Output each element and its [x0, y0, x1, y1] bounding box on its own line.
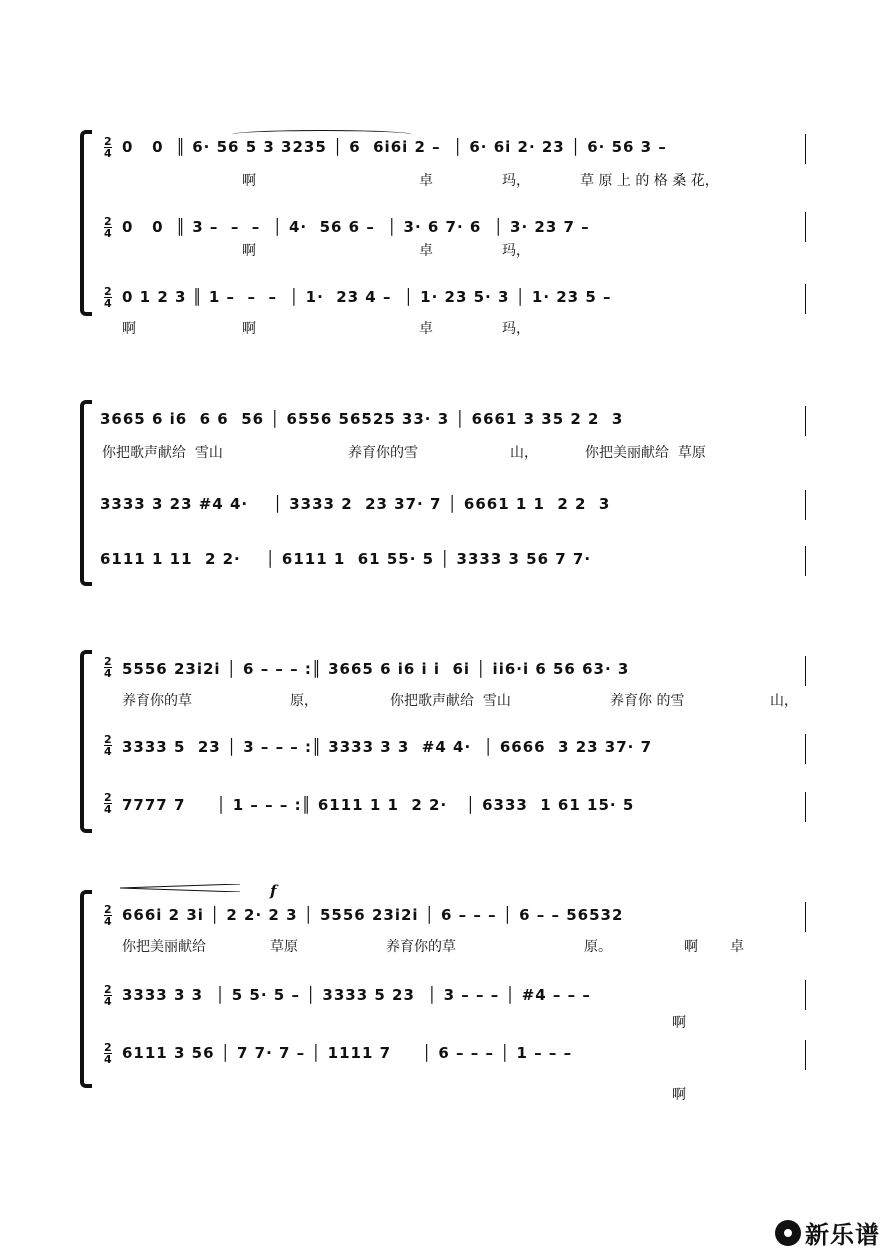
system-1 — [80, 130, 810, 337]
logo-text: 新乐谱 — [805, 1221, 880, 1249]
voice-bass — [122, 796, 810, 844]
system-brace — [80, 400, 92, 586]
lyric: 啊 — [672, 1015, 686, 1031]
system-brace — [80, 650, 92, 833]
end-barline — [805, 490, 806, 520]
system-4 — [80, 882, 810, 1103]
system-2 — [80, 400, 810, 580]
end-barline — [805, 734, 806, 764]
dynamic-forte: f — [270, 882, 277, 900]
system-3 — [80, 650, 810, 830]
lyric: 啊 — [242, 173, 256, 189]
lyric: 草 原 上 的 格 桑 花， — [580, 173, 719, 189]
notes: 3665 6 i6 6 6 56 │ 6556 56525 33· 3 │ 6661 3 35 2 2 3 — [100, 410, 624, 428]
lyric: 啊 — [242, 243, 256, 259]
lyric: 啊 — [684, 939, 698, 955]
end-barline — [805, 406, 806, 436]
voice-alto — [122, 738, 810, 786]
lyric: 卓 — [419, 243, 433, 259]
lyric: 卓 — [419, 173, 433, 189]
end-barline — [805, 284, 806, 314]
lyric: 啊 — [242, 321, 256, 337]
voice-soprano — [122, 906, 810, 954]
notes: 7777 7 │ 1 – – – :║ 6111 1 1 2 2· │ 6333 1 61 15· 5 — [122, 796, 635, 814]
lyric: 玛， — [502, 243, 530, 259]
lyric: 玛， — [502, 321, 530, 337]
end-barline — [805, 134, 806, 164]
end-barline — [805, 546, 806, 576]
notes: 0 0 ║ 3 – – – │ 4· 56 6 – │ 3· 6 7· 6 │ 3· 23 7 – — [122, 218, 590, 236]
record-icon — [775, 1220, 801, 1246]
voice-soprano — [122, 138, 810, 189]
notes: 6111 1 11 2 2· │ 6111 1 61 55· 5 │ 3333 3 56 7 7· — [100, 550, 592, 568]
slur — [232, 130, 412, 139]
end-barline — [805, 902, 806, 932]
lyric: 玛， — [502, 173, 530, 189]
time-signature: 2 4 — [104, 135, 112, 160]
lyric: 养育你的雪 — [348, 445, 418, 461]
crescendo-hairpin — [120, 884, 240, 892]
notes: 3333 3 23 #4 4· │ 3333 2 23 37· 7 │ 6661 1 1 2 2 3 — [100, 495, 611, 513]
site-logo — [775, 1215, 880, 1250]
system-brace — [80, 890, 92, 1088]
time-signature: 2 4 — [104, 791, 112, 816]
lyric: 你把歌声献给 雪山 — [102, 445, 223, 461]
lyric: 啊 — [672, 1087, 686, 1103]
voice-soprano — [122, 660, 810, 708]
time-signature: 2 4 — [104, 285, 112, 310]
time-signature: 2 4 — [104, 655, 112, 680]
lyric: 你把美丽献给 — [122, 939, 206, 955]
notes: 3333 3 3 │ 5 5· 5 – │ 3333 5 23 │ 3 – – – │ #4 – – – — [122, 986, 591, 1004]
time-signature: 2 4 — [104, 1041, 112, 1066]
time-signature: 2 4 — [104, 983, 112, 1008]
lyric: 养育你的草 — [122, 693, 192, 709]
notes: 6111 3 56 │ 7 7· 7 – │ 1111 7 │ 6 – – – │ 1 – – – — [122, 1044, 573, 1062]
lyric: 卓 — [730, 939, 744, 955]
lyric: 你把美丽献给 草原 — [585, 445, 706, 461]
end-barline — [805, 212, 806, 242]
end-barline — [805, 980, 806, 1010]
lyric: 山， — [510, 445, 538, 461]
notes: 666i 2 3i │ 2 2· 2 3 │ 5556 23i2i │ 6 – – – │ 6 – – 56532 — [122, 906, 624, 924]
notes: 3333 5 23 │ 3 – – – :║ 3333 3 3 #4 4· │ 6666 3 23 37· 7 — [122, 738, 653, 756]
lyric: 草原 — [270, 939, 298, 955]
voice-soprano — [100, 410, 810, 461]
notes: 0 0 ║ 6· 56 5 3 3235 │ 6 6i6i 2 – │ 6· 6i 2· 23 │ 6· 56 3 – — [122, 138, 667, 156]
lyric: 养育你 的雪 — [610, 693, 685, 709]
end-barline — [805, 792, 806, 822]
system-brace — [80, 130, 92, 316]
voice-alto — [100, 495, 810, 543]
time-signature: 2 4 — [104, 903, 112, 928]
voice-alto — [122, 986, 810, 1034]
lyric: 啊 — [122, 321, 136, 337]
lyric: 养育你的草 — [386, 939, 456, 955]
lyric: 山， — [770, 693, 798, 709]
end-barline — [805, 656, 806, 686]
voice-bass — [122, 1044, 810, 1103]
lyric: 你把歌声献给 雪山 — [390, 693, 511, 709]
time-signature: 2 4 — [104, 733, 112, 758]
notes: 0 1 2 3 ║ 1 – – – │ 1· 23 4 – │ 1· 23 5· 3 │ 1· 23 5 – — [122, 288, 612, 306]
voice-bass — [100, 550, 810, 598]
voice-alto — [122, 218, 810, 266]
time-signature: 2 4 — [104, 215, 112, 240]
lyric: 原， — [290, 693, 318, 709]
notes: 5556 23i2i │ 6 – – – :║ 3665 6 i6 i i 6i │ ii6·i 6 56 63· 3 — [122, 660, 630, 678]
end-barline — [805, 1040, 806, 1070]
lyric: 卓 — [419, 321, 433, 337]
voice-bass — [122, 288, 810, 336]
lyric: 原。 — [584, 939, 612, 955]
